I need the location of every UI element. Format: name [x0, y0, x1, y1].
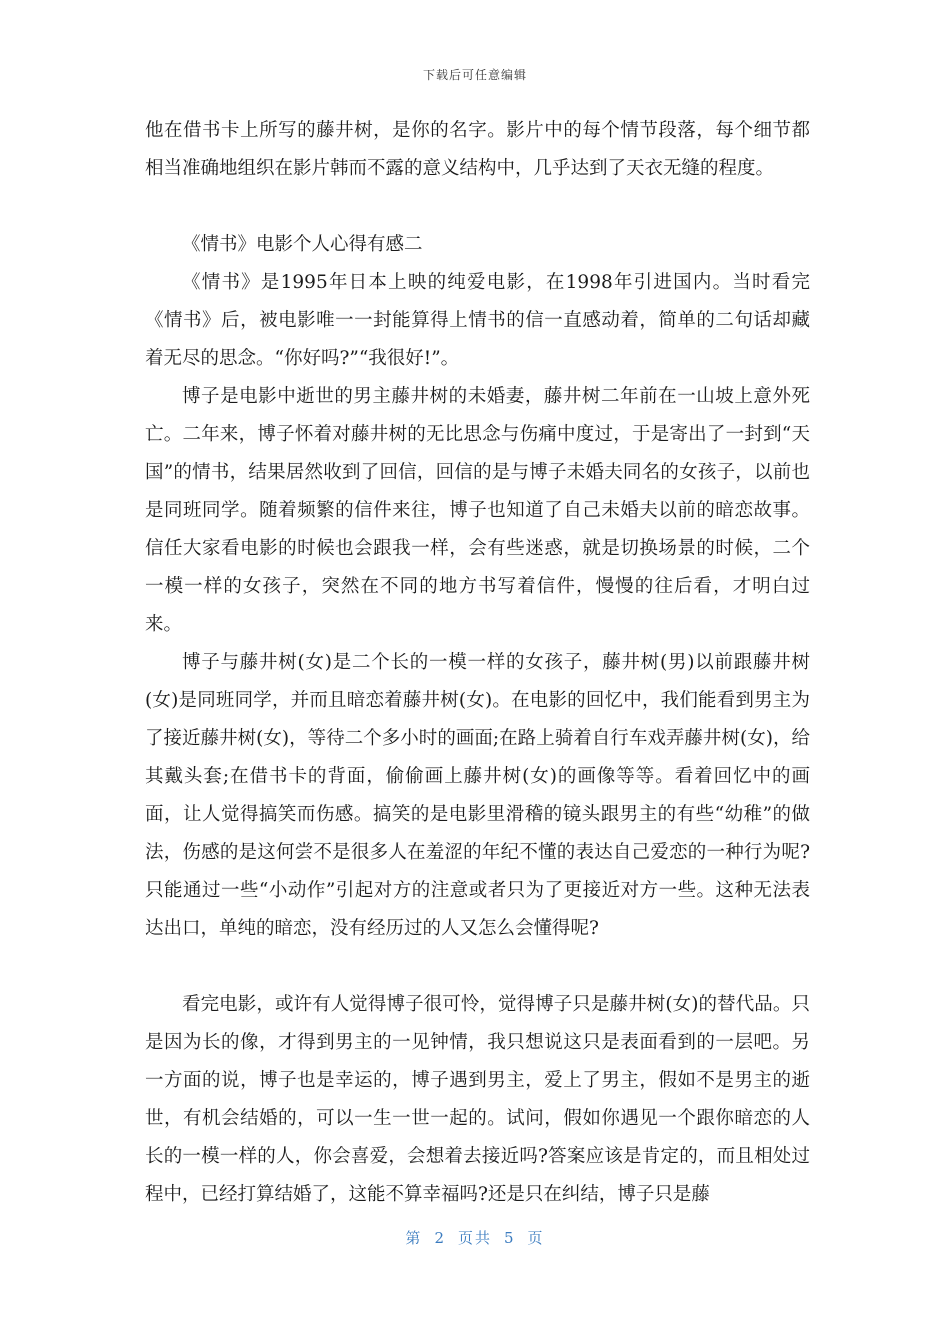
page-header: 下载后可任意编辑	[422, 68, 527, 82]
section-heading: 《情书》电影个人心得有感二	[182, 234, 423, 255]
page-footer	[0, 1227, 950, 1248]
paragraph: 博子是电影中逝世的男主藤井树的未婚妻，藤井树二年前在一山坡上意外死亡。二年来，博子怀着对藤井树的无比思念与伤痛中度过，于是寄出了一封到“天国”的情书，结果居然收到了回信，回信的是与博子未婚夫同名的女孩子，以前也是同班同学。随着频繁的信件来往，博子也知道了自己未婚夫以前的暗恋故事。信任大家看电影的时候也会跟我一样，会有些迷惑，就是切换场景的时候，二个一模一样的女孩子，突然在不同的地方书写着信件，慢慢的往后看，才明白过来。	[145, 386, 810, 635]
page-label-middle: 页共	[457, 1229, 492, 1247]
paragraph-continuation: 他在借书卡上所写的藤井树，是你的名字。影片中的每个情节段落，每个细节都相当准确地组织在影片韩而不露的意义结构中，几乎达到了天衣无缝的程度。	[145, 120, 810, 179]
current-page-number: 2	[434, 1229, 446, 1247]
page-label-prefix: 第	[405, 1229, 423, 1247]
paragraph: 博子与藤井树(女)是二个长的一模一样的女孩子，藤井树(男)以前跟藤井树(女)是同班同学，并而且暗恋着藤井树(女)。在电影的回忆中，我们能看到男主为了接近藤井树(女)，等待二个多小时的画面;在路上骑着自行车戏弄藤井树(女)，给其戴头套;在借书卡的背面，偷偷画上藤井树(女)的画像等等。看着回忆中的画面，让人觉得搞笑而伤感。搞笑的是电影里滑稽的镜头跟男主的有些“幼稚”的做法，伤感的是这何尝不是很多人在羞涩的年纪不懂的表达自己爱恋的一种行为呢?只能通过一些“小动作”引起对方的注意或者只为了更接近对方一些。这种无法表达出口，单纯的暗恋，没有经历过的人又怎么会懂得呢?	[145, 652, 810, 939]
total-pages-number: 5	[504, 1229, 516, 1247]
page-label-suffix: 页	[527, 1229, 545, 1247]
document-body	[145, 112, 810, 1214]
paragraph: 看完电影，或许有人觉得博子很可怜，觉得博子只是藤井树(女)的替代品。只是因为长的像，才得到男主的一见钟情，我只想说这只是表面看到的一层吧。另一方面的说，博子也是幸运的，博子遇到男主，爱上了男主，假如不是男主的逝世，有机会结婚的，可以一生一世一起的。试问，假如你遇见一个跟你暗恋的人长的一模一样的人，你会喜爱，会想着去接近吗?答案应该是肯定的，而且相处过程中，已经打算结婚了，这能不算幸福吗?还是只在纠结，博子只是藤	[145, 994, 810, 1205]
paragraph: 《情书》是1995年日本上映的纯爱电影，在1998年引进国内。当时看完《情书》后，被电影唯一一封能算得上情书的信一直感动着，简单的二句话却藏着无尽的思念。“你好吗?”“我很好!”。	[145, 272, 810, 369]
